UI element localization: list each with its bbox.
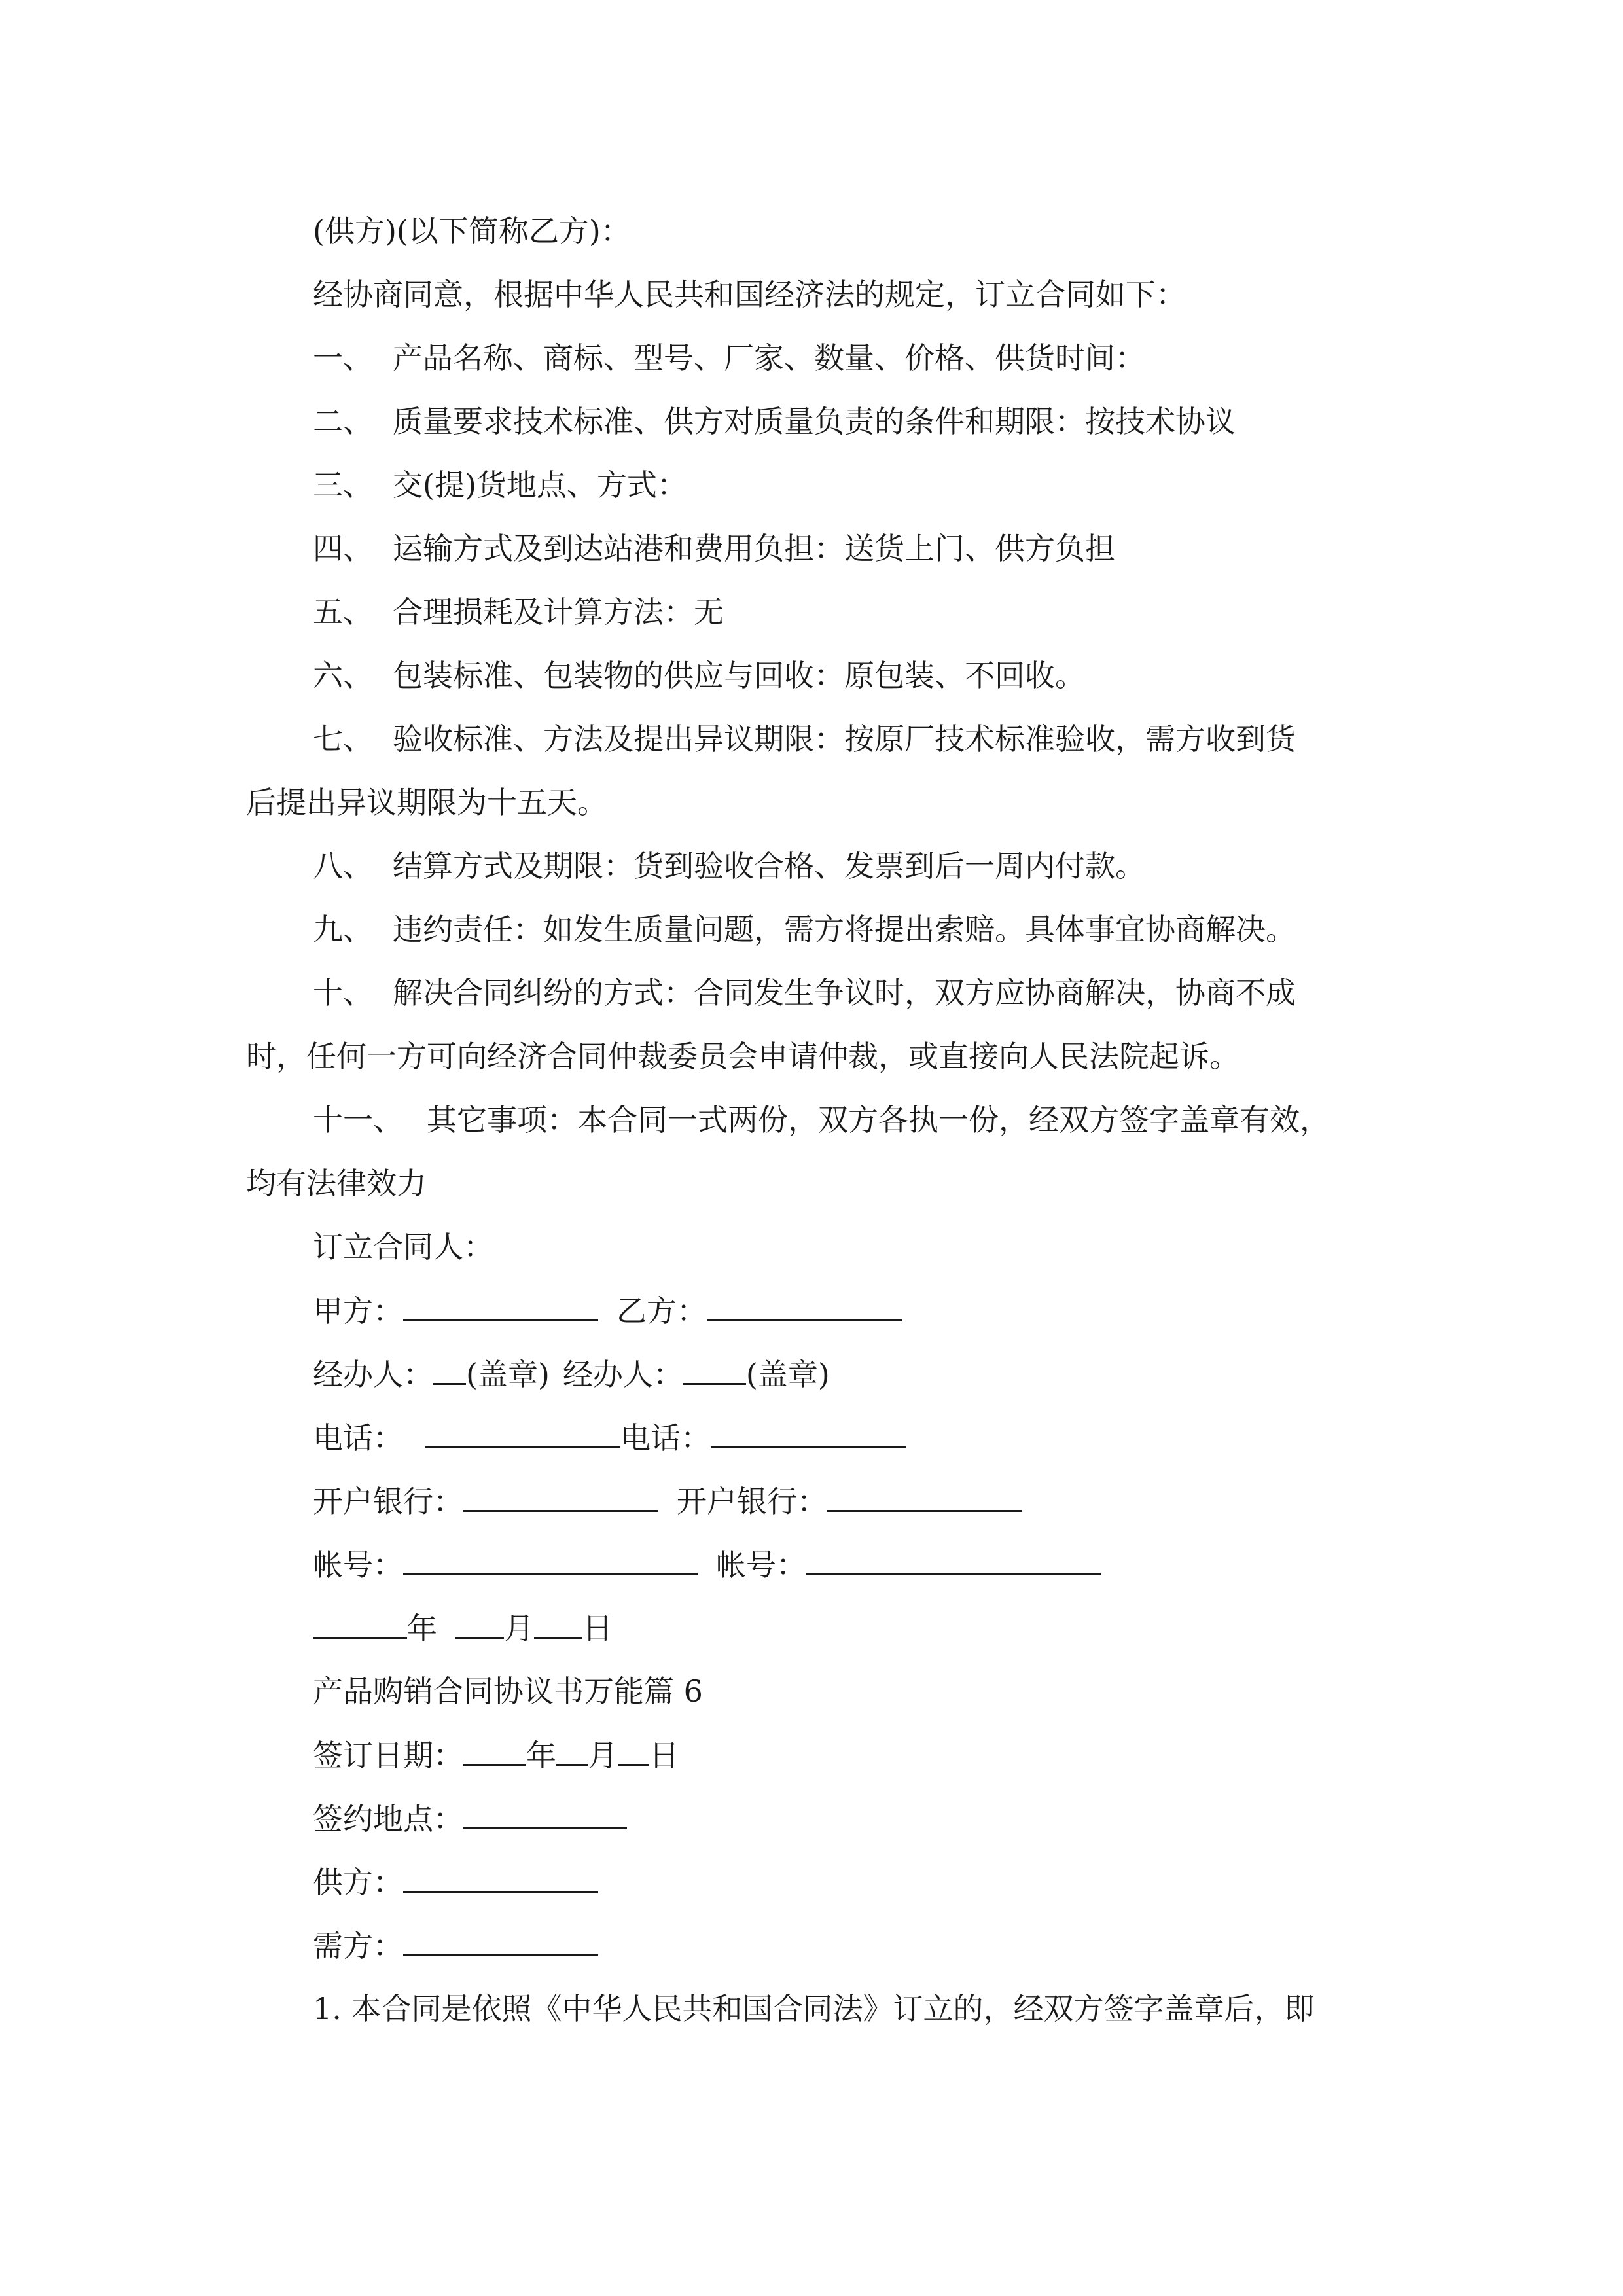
buyer-blank[interactable] (403, 1926, 598, 1956)
clause-number: 七、 (313, 721, 373, 757)
clause-text: 违约责任：如发生质量问题，需方将提出索赔。具体事宜协商解决。 (393, 912, 1296, 947)
signing-heading: 订立合同人： (313, 1229, 493, 1265)
clause-2 (313, 402, 1236, 441)
bank-b-blank[interactable] (827, 1481, 1022, 1512)
supplier-row (313, 1862, 598, 1901)
day-blank[interactable] (534, 1608, 582, 1639)
clause-text: 交(提)货地点、方式： (393, 467, 687, 503)
clause-text: 质量要求技术标准、供方对质量负责的条件和期限：按技术协议 (393, 404, 1236, 439)
clause-3 (313, 465, 687, 505)
phone-b-label: 电话： (620, 1420, 711, 1456)
account-a-label: 帐号： (313, 1547, 403, 1583)
agent-row (313, 1354, 830, 1393)
bank-b-label: 开户银行： (677, 1484, 827, 1519)
sign-date-row (313, 1735, 679, 1774)
agent-a-blank[interactable] (433, 1354, 466, 1385)
clause-text: 验收标准、方法及提出异议期限：按原厂技术标准验收，需方收到货 (393, 721, 1296, 757)
party-b-blank[interactable] (707, 1291, 902, 1321)
clause-10 (313, 973, 1296, 1013)
supplier-blank[interactable] (403, 1862, 598, 1893)
bank-row (313, 1481, 1022, 1520)
clause-number: 一、 (313, 340, 373, 376)
agent-b-label: 经办人： (562, 1357, 683, 1392)
clause-number: 二、 (313, 404, 373, 439)
clause-text: 解决合同纠纷的方式：合同发生争议时，双方应协商解决，协商不成 (393, 975, 1296, 1011)
supplier-header: (供方)(以下简称乙方)： (313, 213, 631, 249)
clause-7 (313, 719, 1296, 759)
clause-number: 九、 (313, 912, 373, 947)
clause-7-continued: 后提出异议期限为十五天。 (246, 785, 607, 820)
clause-text: 结算方式及期限：货到验收合格、发票到后一周内付款。 (393, 848, 1145, 884)
clause-text: 合理损耗及计算方法：无 (393, 594, 724, 630)
clause-10-continued: 时，任何一方可向经济合同仲裁委员会申请仲裁，或直接向人民法院起诉。 (246, 1039, 1240, 1074)
sign-year-label: 年 (526, 1738, 556, 1773)
month-label: 月 (504, 1611, 534, 1646)
bank-a-blank[interactable] (463, 1481, 658, 1512)
clause-4 (313, 529, 1115, 568)
agent-a-label: 经办人： (313, 1357, 433, 1392)
agent-b-blank[interactable] (683, 1354, 746, 1385)
date-row (313, 1608, 613, 1647)
seal-a: (盖章) (466, 1357, 550, 1392)
contract-intro: 经协商同意，根据中华人民共和国经济法的规定，订立合同如下： (313, 277, 1186, 312)
clause-11-continued: 均有法律效力 (246, 1166, 427, 1201)
party-a-label: 甲方： (313, 1293, 403, 1329)
sign-day-blank[interactable] (618, 1735, 649, 1766)
phone-b-blank[interactable] (711, 1418, 906, 1448)
sign-place-row (313, 1799, 627, 1838)
party-row (313, 1291, 902, 1330)
day-label: 日 (582, 1611, 613, 1646)
clause-9 (313, 910, 1296, 949)
clause-text: 包装标准、包装物的供应与回收：原包装、不回收。 (393, 658, 1085, 693)
bank-a-label: 开户银行： (313, 1484, 463, 1519)
clause-number: 六、 (313, 658, 373, 693)
section-title: 产品购销合同协议书万能篇 6 (313, 1674, 703, 1709)
phone-a-blank[interactable] (425, 1418, 620, 1448)
clause-11 (313, 1100, 1330, 1139)
clause-text: 运输方式及到达站港和费用负担：送货上门、供方负担 (393, 531, 1115, 566)
clause-8 (313, 846, 1145, 886)
clause-1 (313, 338, 1145, 378)
sign-month-label: 月 (588, 1738, 618, 1773)
account-b-label: 帐号： (716, 1547, 806, 1583)
month-blank[interactable] (455, 1608, 504, 1639)
year-label: 年 (407, 1611, 437, 1646)
account-b-blank[interactable] (806, 1545, 1101, 1575)
phone-row (313, 1418, 906, 1457)
account-a-blank[interactable] (403, 1545, 698, 1575)
clause-number: 十一、 (313, 1102, 403, 1138)
item-1: 1. 本合同是依照《中华人民共和国合同法》订立的，经双方签字盖章后，即 (313, 1991, 1315, 2026)
account-row (313, 1545, 1101, 1584)
sign-year-blank[interactable] (463, 1735, 526, 1766)
seal-b: (盖章) (745, 1357, 830, 1392)
sign-place-blank[interactable] (463, 1799, 627, 1829)
clause-text: 产品名称、商标、型号、厂家、数量、价格、供货时间： (393, 340, 1145, 376)
year-blank[interactable] (313, 1608, 407, 1639)
phone-a-label: 电话： (313, 1420, 403, 1456)
sign-date-label: 签订日期： (313, 1738, 463, 1773)
buyer-label: 需方： (313, 1928, 403, 1964)
clause-5 (313, 592, 724, 632)
buyer-row (313, 1926, 598, 1965)
clause-6 (313, 656, 1085, 695)
clause-number: 三、 (313, 467, 373, 503)
clause-number: 五、 (313, 594, 373, 630)
clause-text: 其它事项：本合同一式两份，双方各执一份，经双方签字盖章有效， (427, 1102, 1330, 1138)
party-b-label: 乙方： (616, 1293, 707, 1329)
sign-month-blank[interactable] (556, 1735, 588, 1766)
clause-number: 四、 (313, 531, 373, 566)
supplier-label: 供方： (313, 1865, 403, 1900)
clause-number: 十、 (313, 975, 373, 1011)
sign-place-label: 签约地点： (313, 1801, 463, 1837)
party-a-blank[interactable] (403, 1291, 598, 1321)
sign-day-label: 日 (649, 1738, 679, 1773)
clause-number: 八、 (313, 848, 373, 884)
